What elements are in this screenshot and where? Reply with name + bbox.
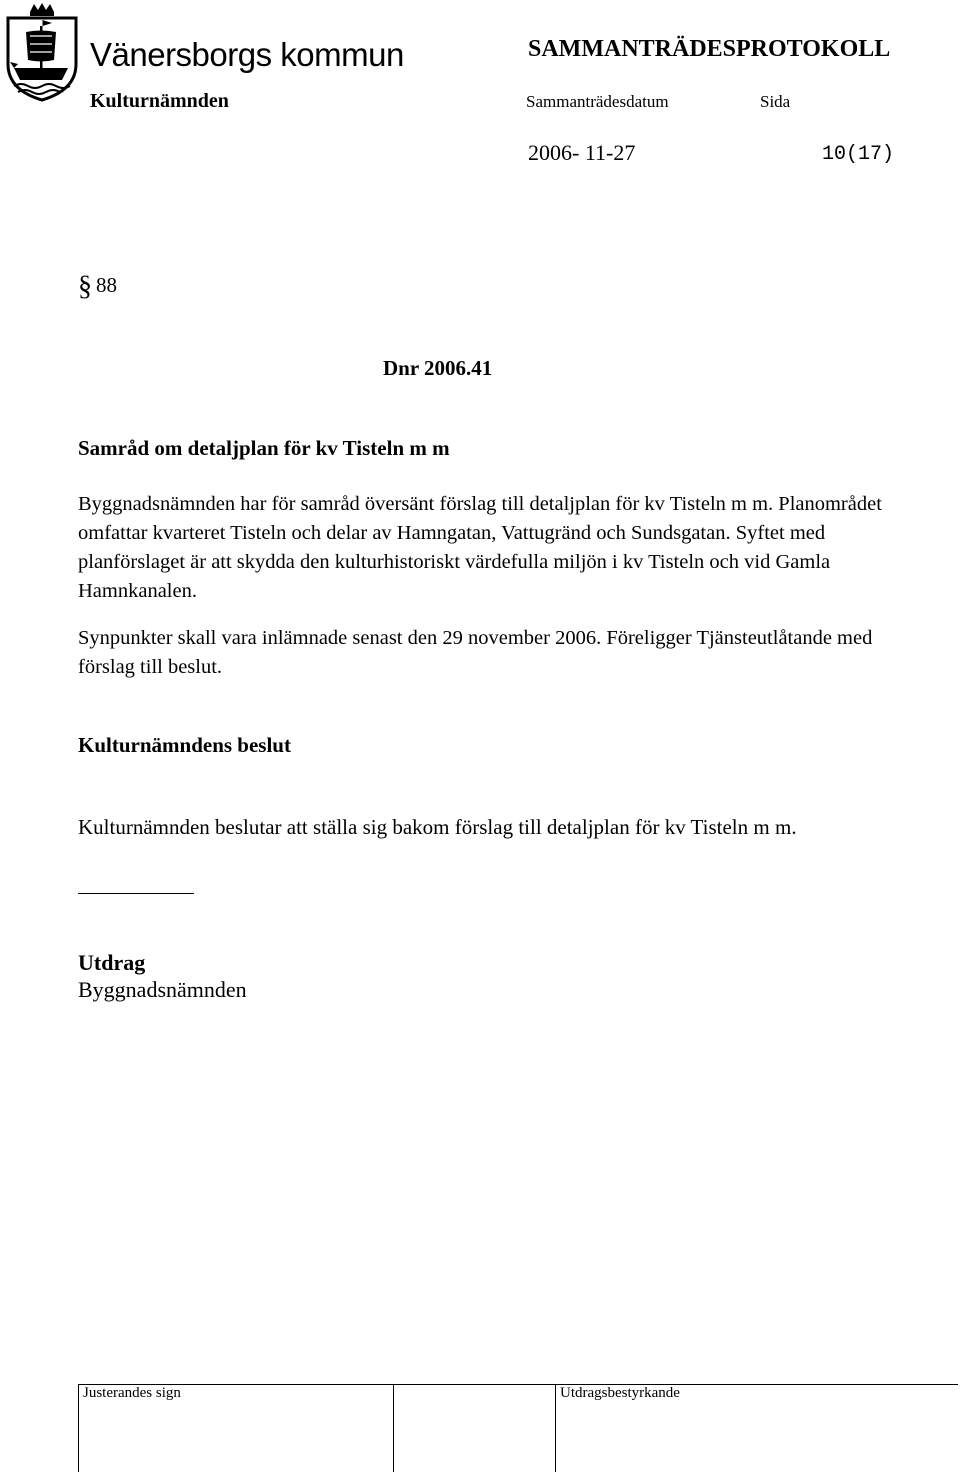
- extract-recipient: Byggnadsnämnden: [78, 977, 247, 1002]
- case-title: Samråd om detaljplan för kv Tisteln m m: [78, 436, 450, 460]
- page-label: Sida: [760, 92, 791, 111]
- certification-label: Utdragsbestyrkande: [560, 1385, 680, 1401]
- meeting-date-label: Sammanträdesdatum: [526, 92, 669, 111]
- case-paragraph: Byggnadsnämnden har för samråd översänt förslag till detaljplan för kv Tisteln m m. Planområdet omfattar kvarteret Tisteln och delar av Hamngatan, Vattugränd och Sundsgatan. Syftet med planförslaget är att skydda den kulturhistoriskt värdefulla miljön i kv Tisteln och vid Gamla Hamnkanalen.: [78, 493, 882, 602]
- footer-rule: [78, 1384, 958, 1385]
- coat-of-arms-ship-icon: [4, 2, 80, 102]
- document-type: SAMMANTRÄDESPROTOKOLL: [528, 36, 891, 62]
- decision-heading: Kulturnämndens beslut: [78, 733, 291, 757]
- section-number: 88: [96, 273, 117, 297]
- footer-divider: [78, 1384, 79, 1472]
- case-paragraph: Synpunkter skall vara inlämnade senast den 29 november 2006. Föreligger Tjänsteutlåtande med förslag till beslut.: [78, 627, 873, 678]
- footer-divider: [555, 1384, 556, 1472]
- page-number: 10(17): [822, 143, 895, 166]
- signature-label: Justerandes sign: [83, 1385, 181, 1401]
- decision-text: Kulturnämnden beslutar att ställa sig bakom förslag till detaljplan för kv Tisteln m m.: [78, 815, 797, 839]
- case-number: Dnr 2006.41: [383, 356, 493, 380]
- committee-name: Kulturnämnden: [90, 90, 229, 112]
- footer-divider: [393, 1384, 394, 1472]
- extract-heading: Utdrag: [78, 950, 146, 975]
- section-symbol: §: [78, 271, 92, 302]
- municipality-logo-text: Vänersborgs kommun: [90, 36, 404, 73]
- section-heading: [78, 273, 117, 301]
- meeting-date: 2006- 11-27: [528, 140, 636, 165]
- divider: [78, 893, 194, 894]
